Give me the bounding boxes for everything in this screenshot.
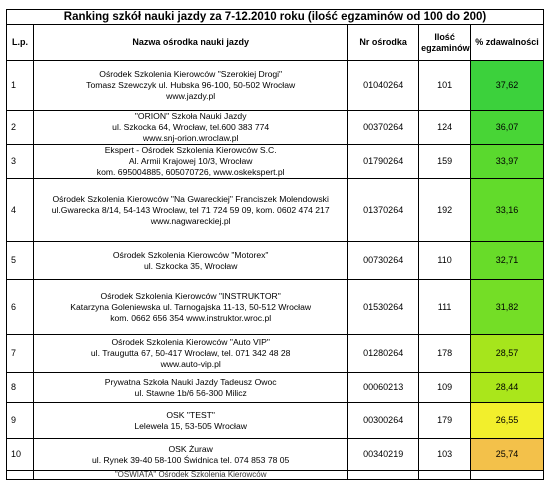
header-name: Nazwa ośrodka nauki jazdy [34, 25, 348, 61]
school-name-line: OSK "TEST" [166, 409, 215, 420]
row-pass-rate: 33,97 [471, 145, 544, 179]
header-row [7, 25, 544, 61]
school-name-line: ul.Gwarecka 8/14, 54-143 Wrocław, tel 71 724 59 09, kom. 0602 474 217 [51, 204, 330, 215]
row-school-name [34, 335, 348, 373]
header-lp: L.p. [7, 25, 34, 61]
row-nr: 01280264 [348, 335, 419, 373]
table-row [7, 439, 544, 471]
row-nr: 00300264 [348, 403, 419, 439]
row-exam-count: 159 [419, 145, 471, 179]
school-name-line: Prywatna Szkoła Nauki Jazdy Tadeusz Owoc [104, 376, 277, 387]
school-name-line: kom. 695004885, 605070726, www.oskekspert.pl [96, 167, 285, 177]
school-name-line: Ośrodek Szkolenia Kierowców "INSTRUKTOR" [100, 290, 281, 301]
table-row [7, 373, 544, 403]
row-nr: 00730264 [348, 242, 419, 280]
row-exam-count: 101 [419, 61, 471, 111]
school-name-line: Ośrodek Szkolenia Kierowców "Motorex" [112, 249, 269, 260]
school-name-line: ul. Rynek 39-40 58-100 Świdnica tel. 074 853 78 05 [92, 454, 290, 465]
school-name-line: Ośrodek Szkolenia Kierowców "Szerokiej Drogi" [99, 69, 283, 79]
row-school-name [34, 145, 348, 179]
row-exam-count: 179 [419, 403, 471, 439]
row-exam-count: 103 [419, 439, 471, 471]
school-name-line: "ORION" Szkoła Nauki Jazdy [134, 111, 247, 121]
row-lp: 10 [7, 439, 34, 471]
row-exam-count: 111 [419, 280, 471, 335]
row-exam-count: 109 [419, 373, 471, 403]
row-nr: 00060213 [348, 373, 419, 403]
row-school-name [34, 439, 348, 471]
school-name-line: www.jazdy.pl [166, 91, 216, 101]
table-row [7, 242, 544, 280]
row-school-name [34, 61, 348, 111]
row-nr: 01530264 [348, 280, 419, 335]
row-lp: 8 [7, 373, 34, 403]
table-row [7, 61, 544, 111]
school-name-line: Ekspert - Ośrodek Szkolenia Kierowców S.C. [104, 145, 277, 155]
table-row [7, 280, 544, 335]
row-lp: 4 [7, 179, 34, 242]
row-lp: 6 [7, 280, 34, 335]
partial-cell [7, 471, 34, 480]
school-name-line: Tomasz Szewczyk ul. Hubska 96-100, 50-502 Wrocław [86, 80, 296, 90]
row-exam-count: 178 [419, 335, 471, 373]
row-pass-rate: 36,07 [471, 111, 544, 145]
partial-cell [348, 471, 419, 480]
school-name-line: Ośrodek Szkolenia Kierowców "Auto VIP" [111, 337, 270, 347]
school-name-line: www.snj-orion.wroclaw.pl [142, 133, 239, 143]
row-lp: 9 [7, 403, 34, 439]
school-name-line: ul. Szkocka 35, Wrocław [143, 260, 238, 271]
row-lp: 1 [7, 61, 34, 111]
row-lp: 5 [7, 242, 34, 280]
table-row [7, 111, 544, 145]
row-nr: 01370264 [348, 179, 419, 242]
row-nr: 00340219 [348, 439, 419, 471]
table-row-partial [7, 471, 544, 480]
table-title: Ranking szkół nauki jazdy za 7-12.2010 roku (ilość egzaminów od 100 do 200) [7, 10, 544, 25]
row-school-name [34, 111, 348, 145]
school-name-line: www.nagwareckiej.pl [150, 215, 231, 226]
row-exam-count: 124 [419, 111, 471, 145]
partial-cell [471, 471, 544, 480]
row-pass-rate: 37,62 [471, 61, 544, 111]
header-count: Ilość egzaminów [419, 25, 471, 61]
row-exam-count: 110 [419, 242, 471, 280]
row-pass-rate: 28,57 [471, 335, 544, 373]
school-name-line: Ośrodek Szkolenia Kierowców "Na Gwareckiej" Franciszek Molendowski [52, 193, 329, 204]
row-lp: 2 [7, 111, 34, 145]
row-pass-rate: 28,44 [471, 373, 544, 403]
row-nr: 00370264 [348, 111, 419, 145]
row-pass-rate: 31,82 [471, 280, 544, 335]
row-exam-count: 192 [419, 179, 471, 242]
school-name-line: www.auto-vip.pl [160, 359, 221, 369]
row-school-name [34, 373, 348, 403]
school-name-line: ul. Stawne 1b/6 56-300 Milicz [134, 387, 247, 398]
school-name-line: ul. Traugutta 67, 50-417 Wrocław, tel. 071 342 48 28 [90, 348, 291, 358]
table-row [7, 403, 544, 439]
row-lp: 7 [7, 335, 34, 373]
row-pass-rate: 32,71 [471, 242, 544, 280]
header-nr: Nr ośrodka [348, 25, 419, 61]
row-nr: 01040264 [348, 61, 419, 111]
row-school-name [34, 179, 348, 242]
school-name-line: Katarzyna Goleniewska ul. Tarnogajska 11-13, 50-512 Wrocław [70, 301, 312, 312]
school-name-line: Al. Armii Krajowej 10/3, Wrocław [128, 156, 253, 166]
school-name-line: OSK Żuraw [168, 443, 213, 454]
row-lp: 3 [7, 145, 34, 179]
row-pass-rate: 26,55 [471, 403, 544, 439]
school-name-line: ul. Szkocka 64, Wrocław, tel.600 383 774 [112, 122, 270, 132]
row-school-name [34, 242, 348, 280]
partial-cell: "OSWIATA" Ośrodek Szkolenia Kierowców [34, 471, 348, 480]
row-nr: 01790264 [348, 145, 419, 179]
row-pass-rate: 33,16 [471, 179, 544, 242]
ranking-table [6, 9, 544, 480]
row-pass-rate: 25,74 [471, 439, 544, 471]
row-school-name [34, 403, 348, 439]
header-pct: % zdawalności [471, 25, 544, 61]
table-row [7, 179, 544, 242]
row-school-name [34, 280, 348, 335]
school-name-line: Lelewela 15, 53-505 Wrocław [134, 420, 247, 431]
table-row [7, 145, 544, 179]
school-name-line: kom. 0662 656 354 www.instruktor.wroc.pl [110, 312, 272, 323]
partial-cell [419, 471, 471, 480]
table-row [7, 335, 544, 373]
